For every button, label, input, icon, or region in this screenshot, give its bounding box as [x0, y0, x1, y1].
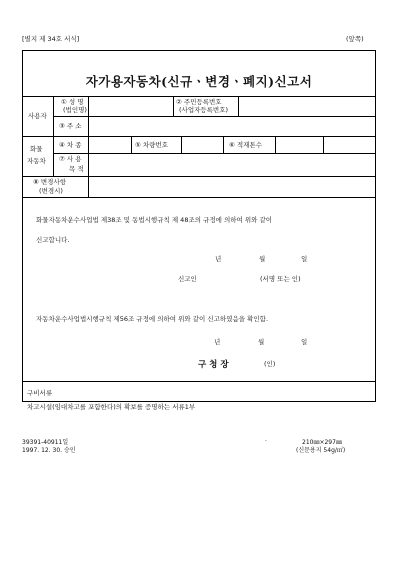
confirmation-year: 년 — [214, 338, 221, 346]
name-label-text: 성 명 — [68, 98, 84, 106]
documents-item-1: 차고시설(임대차고를 포함한다)의 확보를 증명하는 서류1부 — [27, 403, 196, 411]
documents-title: 구비서류 — [27, 389, 53, 397]
footer-paper-size: 210㎜×297㎜ — [302, 439, 342, 446]
rule-user-mid — [173, 96, 174, 116]
page-side-note: (앞쪽) — [346, 35, 364, 43]
name-label — [61, 99, 84, 106]
office-title: 구 청 장 — [198, 360, 229, 370]
purpose-field[interactable] — [89, 154, 374, 175]
tonnage-number: ⑥ — [229, 141, 235, 149]
address-field[interactable] — [89, 117, 374, 135]
form-title: 자가용자동차(신규ㆍ변경ㆍ폐지)신고서 — [85, 74, 313, 89]
applicant-label: 신고인 — [178, 275, 197, 283]
confirmation-line-1: 자동차운수사업법시행규칙 제56조 규정에 의하여 위와 같이 신고하였음을 확인함. — [36, 315, 269, 323]
rule-confirm-end — [23, 381, 375, 382]
change-label-text: 변경사항 — [40, 178, 67, 186]
confirmation-month: 월 — [258, 338, 265, 346]
address-number: ③ — [59, 122, 65, 130]
report-form — [22, 50, 376, 402]
form-number: [별지 제 34호 서식] — [22, 35, 80, 43]
name-sub-label: (법인명) — [63, 106, 87, 114]
user-section-label: 사용자 — [28, 112, 47, 120]
plate-number-field[interactable] — [182, 137, 222, 152]
tonnage-field[interactable] — [276, 137, 374, 152]
footer-dot: . — [265, 436, 267, 443]
rule-left-col — [53, 96, 54, 176]
vehicle-type-number: ④ — [59, 141, 65, 149]
purpose-label — [59, 156, 82, 163]
footer-code: 39391-40911일 — [22, 439, 69, 446]
change-sub-label: (변경시) — [39, 187, 63, 195]
change-number: ⑧ — [33, 178, 39, 186]
address-label — [59, 123, 82, 130]
purpose-label-2: 목 적 — [69, 165, 84, 173]
plate-number-number: ⑤ — [135, 141, 141, 149]
plate-number-label-text: 차량번호 — [142, 141, 169, 149]
applicant-signature[interactable]: (서명 또는 인) — [260, 275, 301, 283]
tonnage-label — [229, 142, 262, 149]
id-label-text: 주민등록번호 — [183, 98, 222, 106]
plate-number-label — [135, 142, 168, 149]
purpose-number: ⑦ — [59, 155, 65, 163]
id-field[interactable] — [239, 97, 374, 115]
declaration-month: 월 — [259, 255, 266, 263]
rule-change-end — [23, 197, 375, 198]
footer-paper-type: (신문용지 54g/㎡) — [296, 447, 346, 454]
declaration-day: 일 — [301, 255, 308, 263]
vehicle-type-label-text: 차 종 — [66, 141, 82, 149]
name-field[interactable] — [89, 97, 172, 115]
vehicle-section-label-1: 화물 — [30, 145, 43, 153]
vehicle-type-label — [59, 142, 82, 149]
office-seal[interactable]: (인) — [264, 360, 276, 368]
vehicle-type-field[interactable] — [89, 137, 130, 152]
declaration-line-1: 화물자동차운수사업법 제38조 및 동법시행규칙 제 48조의 규정에 의하여 위와 같이 — [36, 216, 273, 224]
id-sub-label: (사업자등록번호) — [179, 106, 229, 114]
change-label — [33, 179, 66, 186]
vehicle-section-label-2: 자동차 — [27, 157, 46, 165]
tonnage-label-text: 적재톤수 — [236, 141, 263, 149]
confirmation-day: 일 — [301, 338, 308, 346]
change-field[interactable] — [89, 177, 374, 196]
address-label-text: 주 소 — [66, 122, 82, 130]
rule-vehicle-c — [223, 136, 224, 153]
footer-approval: 1997. 12. 30. 승인 — [22, 447, 76, 454]
rule-vehicle-a — [131, 136, 132, 153]
name-number: ① — [61, 98, 67, 106]
id-number: ② — [176, 98, 182, 106]
id-label — [176, 99, 222, 106]
declaration-line-2: 신고합니다. — [36, 236, 70, 244]
declaration-year: 년 — [215, 255, 222, 263]
purpose-label-text: 사 용 — [66, 155, 82, 163]
